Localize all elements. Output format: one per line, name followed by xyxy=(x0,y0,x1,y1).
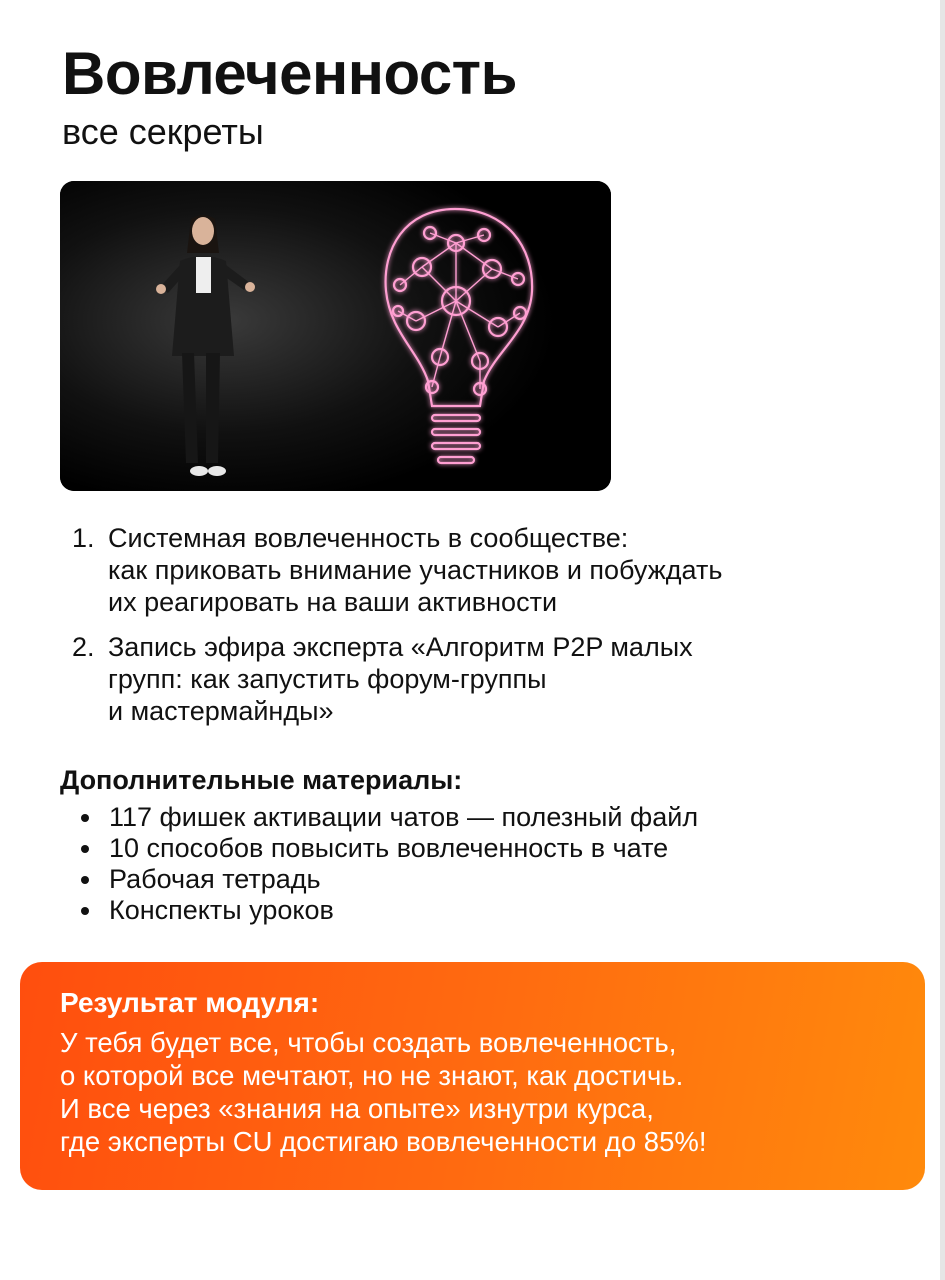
module-list xyxy=(72,522,792,740)
list-item xyxy=(76,864,776,895)
hero-illustration xyxy=(60,181,611,491)
result-text-line: о которой все мечтают, но не знают, как достичь. xyxy=(60,1060,684,1091)
module-text-line: Запись эфира эксперта «Алгоритм P2P малых xyxy=(108,632,693,662)
bullet-icon xyxy=(76,895,109,926)
bullet-icon xyxy=(76,802,109,833)
module-text-line: групп: как запустить форум-группы xyxy=(108,664,547,694)
module-text-line: как приковать внимание участников и побуждать xyxy=(108,555,723,585)
extras-heading: Дополнительные материалы: xyxy=(60,765,463,795)
extras-list xyxy=(76,802,776,926)
result-text-line: У тебя будет все, чтобы создать вовлеченность, xyxy=(60,1027,677,1058)
list-item-text: Рабочая тетрадь xyxy=(109,864,321,894)
bullet-icon xyxy=(76,833,109,864)
module-item-1 xyxy=(72,522,792,618)
result-heading: Результат модуля: xyxy=(60,987,320,1018)
page-title: Вовлеченность xyxy=(62,40,517,107)
module-text-line: Системная вовлеченность в сообществе: xyxy=(108,523,629,553)
list-item xyxy=(76,802,776,833)
page-edge-divider xyxy=(940,0,945,1280)
page-subtitle: все секреты xyxy=(62,111,264,152)
module-item-2 xyxy=(72,631,792,727)
result-text xyxy=(60,1026,885,1158)
module-number: 2. xyxy=(72,632,95,662)
list-item xyxy=(76,833,776,864)
hero-image xyxy=(60,181,611,491)
result-text-line: И все через «знания на опыте» изнутри курса, xyxy=(60,1093,654,1124)
module-text-line: и мастермайнды» xyxy=(108,696,334,726)
result-text-line: где эксперты CU достигаю вовлеченности до 85%! xyxy=(60,1126,707,1157)
result-card xyxy=(20,962,925,1190)
list-item xyxy=(76,895,776,926)
module-number: 1. xyxy=(72,523,95,553)
module-text-line: их реагировать на ваши активности xyxy=(108,587,558,617)
list-item-text: 117 фишек активации чатов — полезный файл xyxy=(109,802,699,832)
list-item-text: Конспекты уроков xyxy=(109,895,334,925)
bullet-icon xyxy=(76,864,109,895)
list-item-text: 10 способов повысить вовлеченность в чате xyxy=(109,833,669,863)
